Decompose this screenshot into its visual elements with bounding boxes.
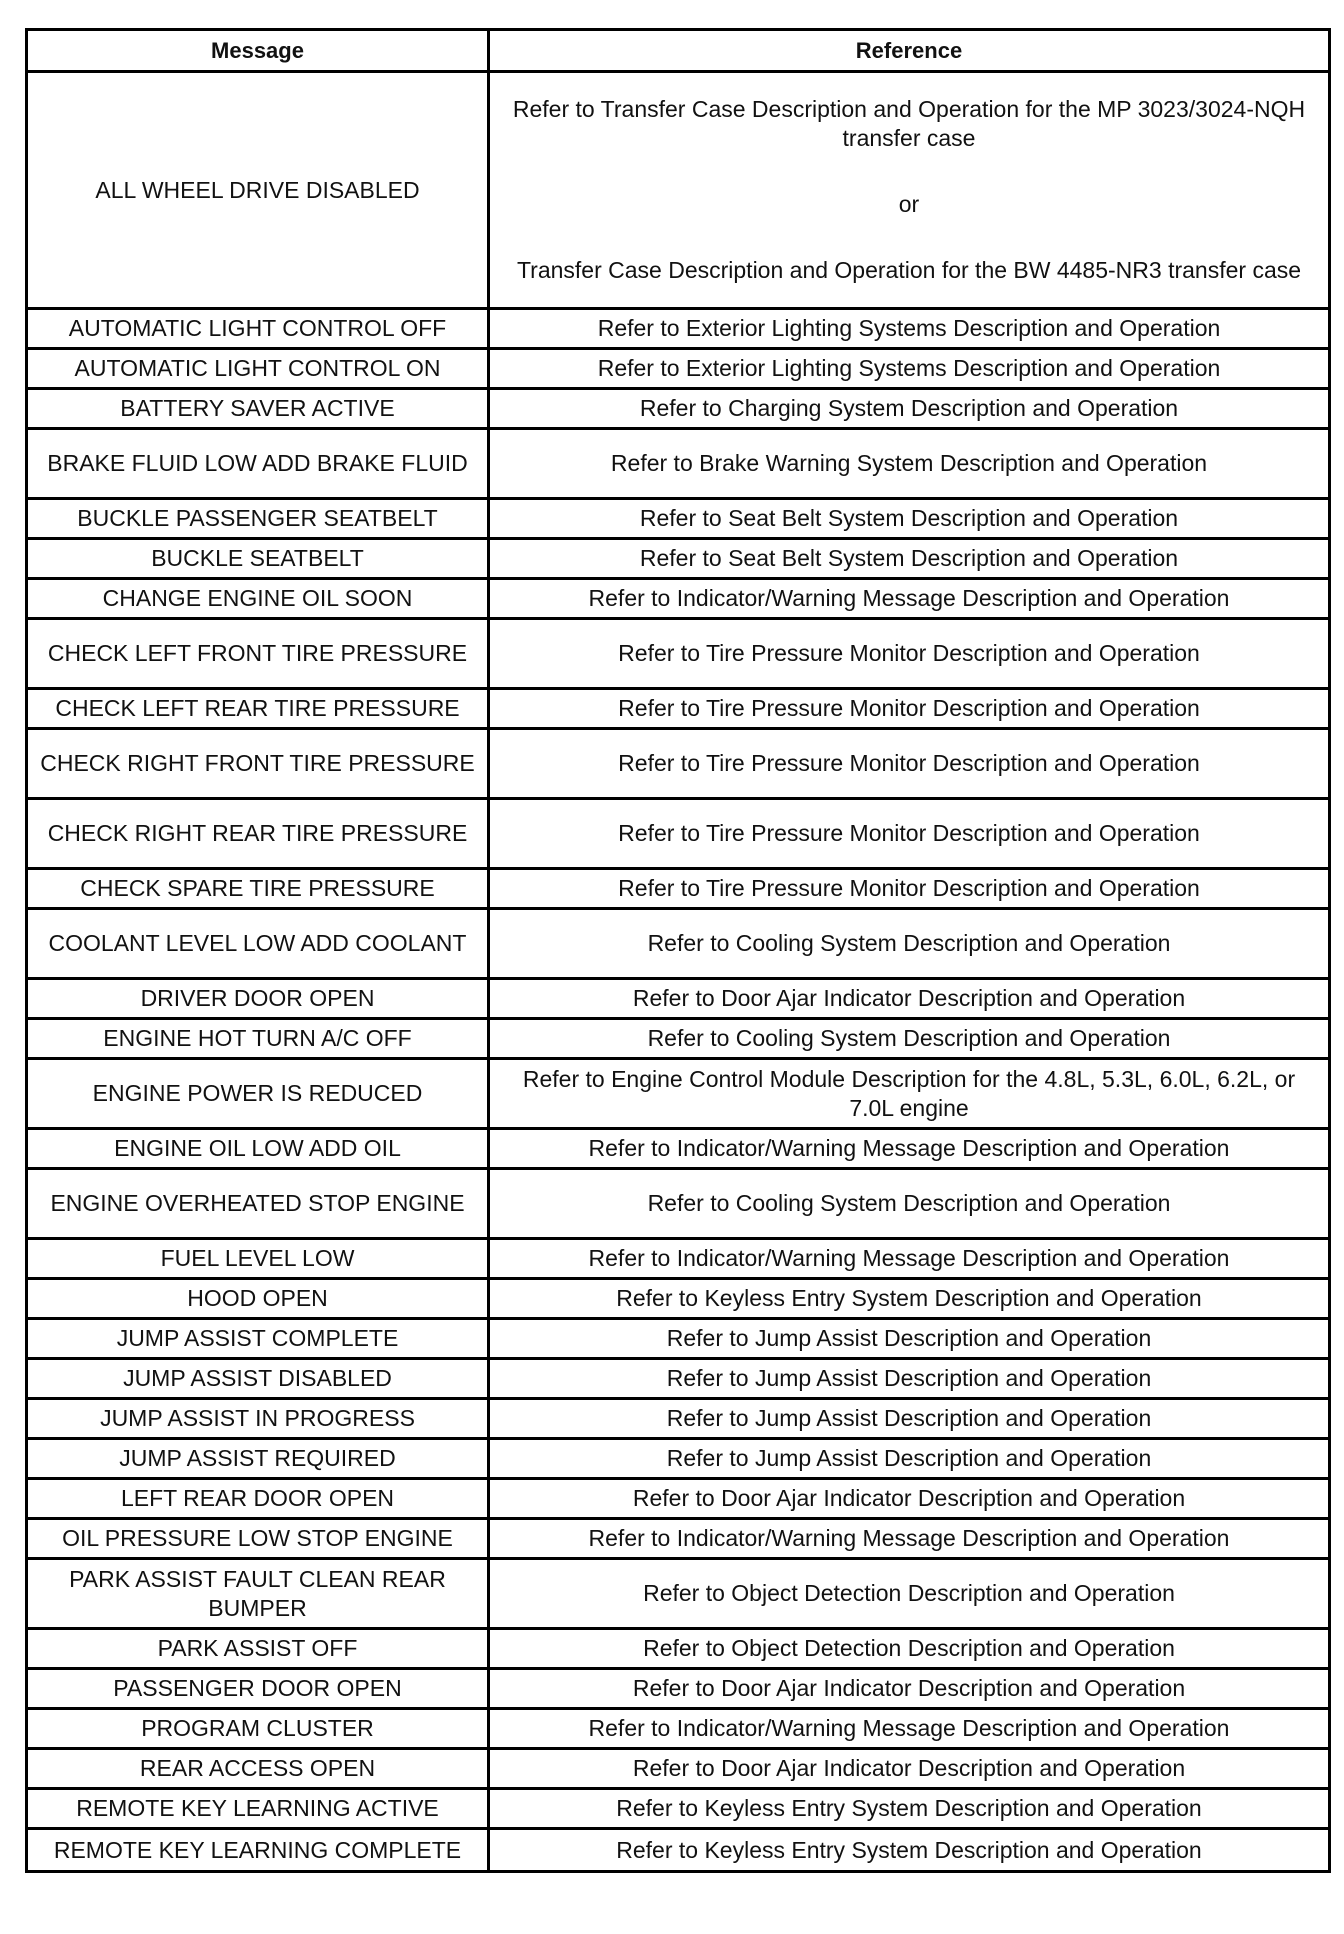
reference-cell: Refer to Exterior Lighting Systems Description and Operation (490, 310, 1328, 350)
table-row (28, 1440, 1328, 1480)
message-cell: FUEL LEVEL LOW (28, 1240, 490, 1280)
table-row (28, 1750, 1328, 1790)
reference-cell: Refer to Door Ajar Indicator Description and Operation (490, 980, 1328, 1020)
reference-cell: Refer to Object Detection Description and Operation (490, 1630, 1328, 1670)
table-row (28, 1130, 1328, 1170)
header-reference: Reference (490, 31, 1328, 73)
document-page (25, 28, 1325, 1873)
reference-cell: Refer to Jump Assist Description and Operation (490, 1320, 1328, 1360)
reference-cell (490, 73, 1328, 310)
message-cell: JUMP ASSIST IN PROGRESS (28, 1400, 490, 1440)
table-row (28, 1670, 1328, 1710)
reference-cell: Refer to Keyless Entry System Description and Operation (490, 1280, 1328, 1320)
message-cell: DRIVER DOOR OPEN (28, 980, 490, 1020)
table-row (28, 1170, 1328, 1240)
message-cell: CHECK RIGHT REAR TIRE PRESSURE (28, 800, 490, 870)
table-row (28, 1280, 1328, 1320)
table-row (28, 1480, 1328, 1520)
message-cell: CHECK RIGHT FRONT TIRE PRESSURE (28, 730, 490, 800)
table-row (28, 1360, 1328, 1400)
message-cell: CHECK LEFT REAR TIRE PRESSURE (28, 690, 490, 730)
table-row (28, 310, 1328, 350)
table-row (28, 1020, 1328, 1060)
reference-cell: Refer to Indicator/Warning Message Description and Operation (490, 1240, 1328, 1280)
message-cell: JUMP ASSIST DISABLED (28, 1360, 490, 1400)
reference-cell: Refer to Keyless Entry System Description and Operation (616, 1836, 1202, 1863)
reference-cell: Refer to Brake Warning System Description and Operation (490, 430, 1328, 500)
message-cell: ENGINE HOT TURN A/C OFF (28, 1020, 490, 1060)
message-cell: CHECK SPARE TIRE PRESSURE (28, 870, 490, 910)
reference-cell: Refer to Engine Control Module Description for the 4.8L, 5.3L, 6.0L, 6.2L, or 7.0L engine (490, 1060, 1328, 1130)
message-cell: BUCKLE SEATBELT (28, 540, 490, 580)
table-row (28, 1710, 1328, 1750)
reference-cell: Refer to Charging System Description and Operation (490, 390, 1328, 430)
message-cell: ENGINE OIL LOW ADD OIL (28, 1130, 490, 1170)
header-message: Message (28, 31, 490, 73)
table-row (28, 910, 1328, 980)
message-cell: ALL WHEEL DRIVE DISABLED (28, 73, 490, 310)
message-cell: COOLANT LEVEL LOW ADD COOLANT (28, 910, 490, 980)
message-cell: PARK ASSIST FAULT CLEAN REAR BUMPER (28, 1560, 490, 1630)
message-cell: BUCKLE PASSENGER SEATBELT (28, 500, 490, 540)
message-reference-table (25, 28, 1331, 1873)
table-row (28, 620, 1328, 690)
message-cell: REAR ACCESS OPEN (28, 1750, 490, 1790)
table-row (28, 1790, 1328, 1830)
table-row (28, 1400, 1328, 1440)
reference-cell: Refer to Object Detection Description and Operation (490, 1560, 1328, 1630)
reference-cell: Refer to Cooling System Description and Operation (490, 1020, 1328, 1060)
reference-cell: Refer to Cooling System Description and Operation (490, 1170, 1328, 1240)
reference-cell: Refer to Door Ajar Indicator Description and Operation (490, 1480, 1328, 1520)
message-cell: CHANGE ENGINE OIL SOON (28, 580, 490, 620)
message-cell: BRAKE FLUID LOW ADD BRAKE FLUID (28, 430, 490, 500)
table-row (28, 73, 1328, 310)
table-row (28, 1630, 1328, 1670)
message-cell: PASSENGER DOOR OPEN (28, 1670, 490, 1710)
table-row (28, 1320, 1328, 1360)
reference-or: or (898, 191, 920, 217)
reference-cell: Refer to Jump Assist Description and Operation (490, 1360, 1328, 1400)
message-cell: AUTOMATIC LIGHT CONTROL ON (28, 350, 490, 390)
reference-cell: Refer to Indicator/Warning Message Description and Operation (490, 1710, 1328, 1750)
reference-cell: Refer to Seat Belt System Description and Operation (490, 500, 1328, 540)
table-row (28, 390, 1328, 430)
reference-cell: Refer to Keyless Entry System Description and Operation (490, 1790, 1328, 1830)
reference-cell: Refer to Tire Pressure Monitor Description and Operation (490, 870, 1328, 910)
reference-text: Transfer Case Description and Operation for the BW 4485-NR3 transfer case (516, 257, 1302, 283)
message-cell: ENGINE OVERHEATED STOP ENGINE (28, 1170, 490, 1240)
message-cell: PROGRAM CLUSTER (28, 1710, 490, 1750)
table-row (28, 800, 1328, 870)
reference-cell: Refer to Indicator/Warning Message Description and Operation (490, 1130, 1328, 1170)
reference-cell: Refer to Tire Pressure Monitor Description and Operation (490, 620, 1328, 690)
message-cell: PARK ASSIST OFF (28, 1630, 490, 1670)
reference-cell: Refer to Door Ajar Indicator Description and Operation (490, 1670, 1328, 1710)
table-row (28, 430, 1328, 500)
table-row (28, 1060, 1328, 1130)
reference-cell: Refer to Tire Pressure Monitor Description and Operation (490, 730, 1328, 800)
message-cell: CHECK LEFT FRONT TIRE PRESSURE (28, 620, 490, 690)
table-row (28, 1560, 1328, 1630)
message-cell: ENGINE POWER IS REDUCED (28, 1060, 490, 1130)
reference-cell: Refer to Indicator/Warning Message Description and Operation (490, 1520, 1328, 1560)
table-row (28, 1830, 1328, 1870)
reference-cell: Refer to Jump Assist Description and Operation (490, 1400, 1328, 1440)
reference-cell: Refer to Tire Pressure Monitor Description and Operation (490, 800, 1328, 870)
table-row (28, 350, 1328, 390)
reference-cell: Refer to Door Ajar Indicator Description and Operation (490, 1750, 1328, 1790)
table-row (28, 1240, 1328, 1280)
message-cell: REMOTE KEY LEARNING ACTIVE (28, 1790, 490, 1830)
table-row (28, 870, 1328, 910)
message-cell: JUMP ASSIST REQUIRED (28, 1440, 490, 1480)
message-cell: HOOD OPEN (28, 1280, 490, 1320)
reference-cell: Refer to Exterior Lighting Systems Description and Operation (490, 350, 1328, 390)
table-row (28, 540, 1328, 580)
message-cell: LEFT REAR DOOR OPEN (28, 1480, 490, 1520)
message-cell: JUMP ASSIST COMPLETE (28, 1320, 490, 1360)
message-cell: AUTOMATIC LIGHT CONTROL OFF (28, 310, 490, 350)
message-cell: BATTERY SAVER ACTIVE (28, 390, 490, 430)
table-row (28, 580, 1328, 620)
table-row (28, 500, 1328, 540)
table-row (28, 1520, 1328, 1560)
reference-cell: Refer to Indicator/Warning Message Description and Operation (490, 580, 1328, 620)
table-row (28, 980, 1328, 1020)
reference-cell: Refer to Seat Belt System Description and Operation (490, 540, 1328, 580)
table-row (28, 690, 1328, 730)
table-row (28, 730, 1328, 800)
reference-cell: Refer to Jump Assist Description and Operation (490, 1440, 1328, 1480)
message-cell: REMOTE KEY LEARNING COMPLETE (28, 1830, 490, 1870)
message-cell: OIL PRESSURE LOW STOP ENGINE (28, 1520, 490, 1560)
reference-text: Refer to Transfer Case Description and Operation for the MP 3023/3024-NQH transfer case (512, 96, 1306, 151)
reference-cell: Refer to Cooling System Description and Operation (490, 910, 1328, 980)
table-header-row (28, 31, 1328, 73)
reference-cell: Refer to Tire Pressure Monitor Description and Operation (490, 690, 1328, 730)
